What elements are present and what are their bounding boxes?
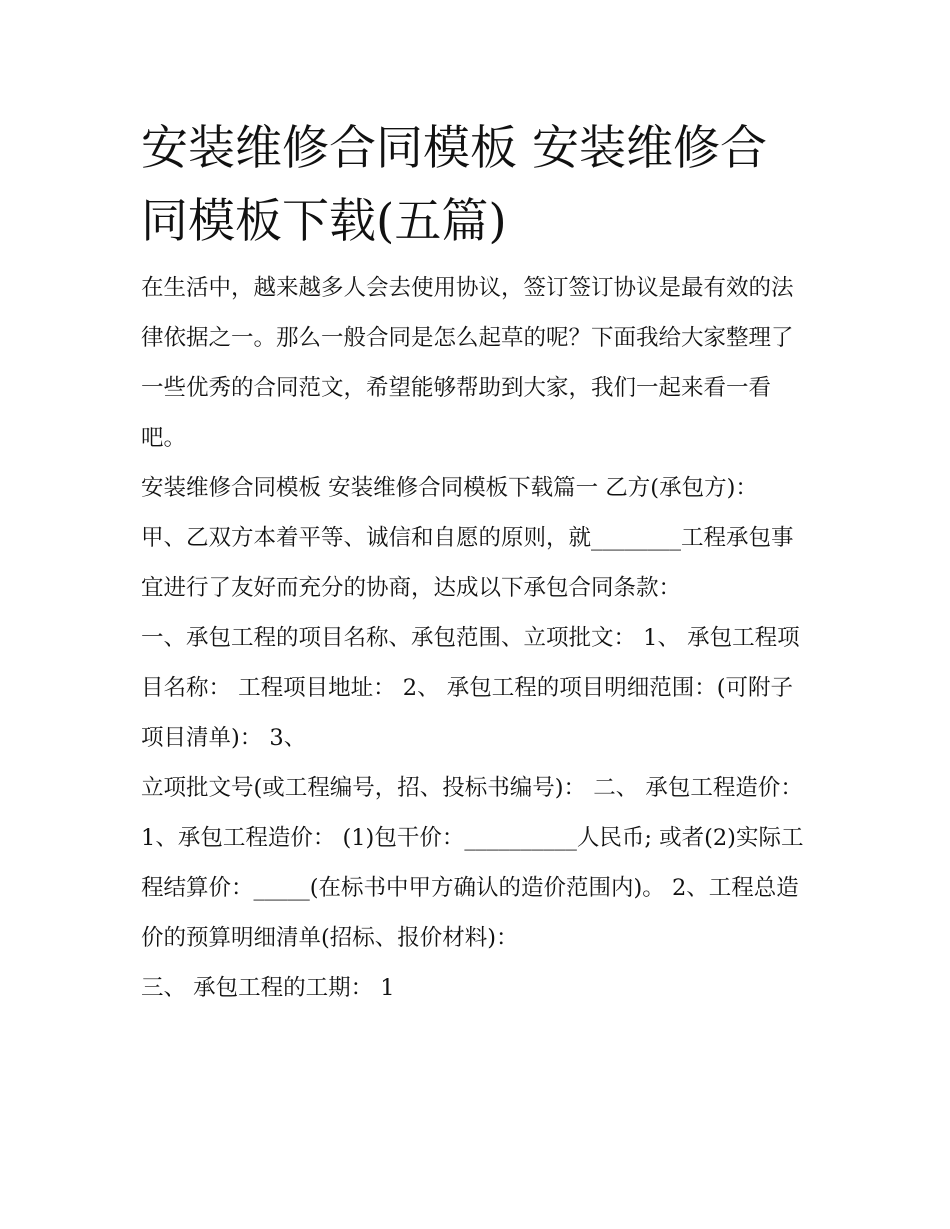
clause-two-paragraph: 立项批文号(或工程编号，招、投标书编号)： 二、 承包工程造价： 1、承包工程造价： (1)包干价：__________人民币; 或者(2)实际工程结算价：_____(在标书中甲方确认的造价范围内)。 2、工程总造价的预算明细清单(招标、报价材料)： [141,775,804,951]
document-title: 安装维修合同模板 安装维修合同模板下载(五篇) [141,121,767,249]
clause-one-paragraph: 一、承包工程的项目名称、承包范围、立项批文： 1、 承包工程项目名称： 工程项目地址： 2、 承包工程的项目明细范围：(可附子项目清单)： 3、 [141,625,800,751]
document-body [141,112,813,1013]
section-heading-paragraph: 安装维修合同模板 安装维修合同模板下载篇一 乙方(承包方)： [141,475,758,501]
preamble-paragraph: 甲、乙双方本着平等、诚信和自愿的原则，就________工程承包事宜进行了友好而充分的协商，达成以下承包合同条款： [141,525,794,601]
intro-paragraph: 在生活中，越来越多人会去使用协议，签订签订协议是最有效的法律依据之一。那么一般合同是怎么起草的呢？下面我给大家整理了一些优秀的合同范文，希望能够帮助到大家，我们一起来看一看吧。 [141,275,794,451]
clause-three-paragraph: 三、 承包工程的工期： 1 [141,975,395,1001]
